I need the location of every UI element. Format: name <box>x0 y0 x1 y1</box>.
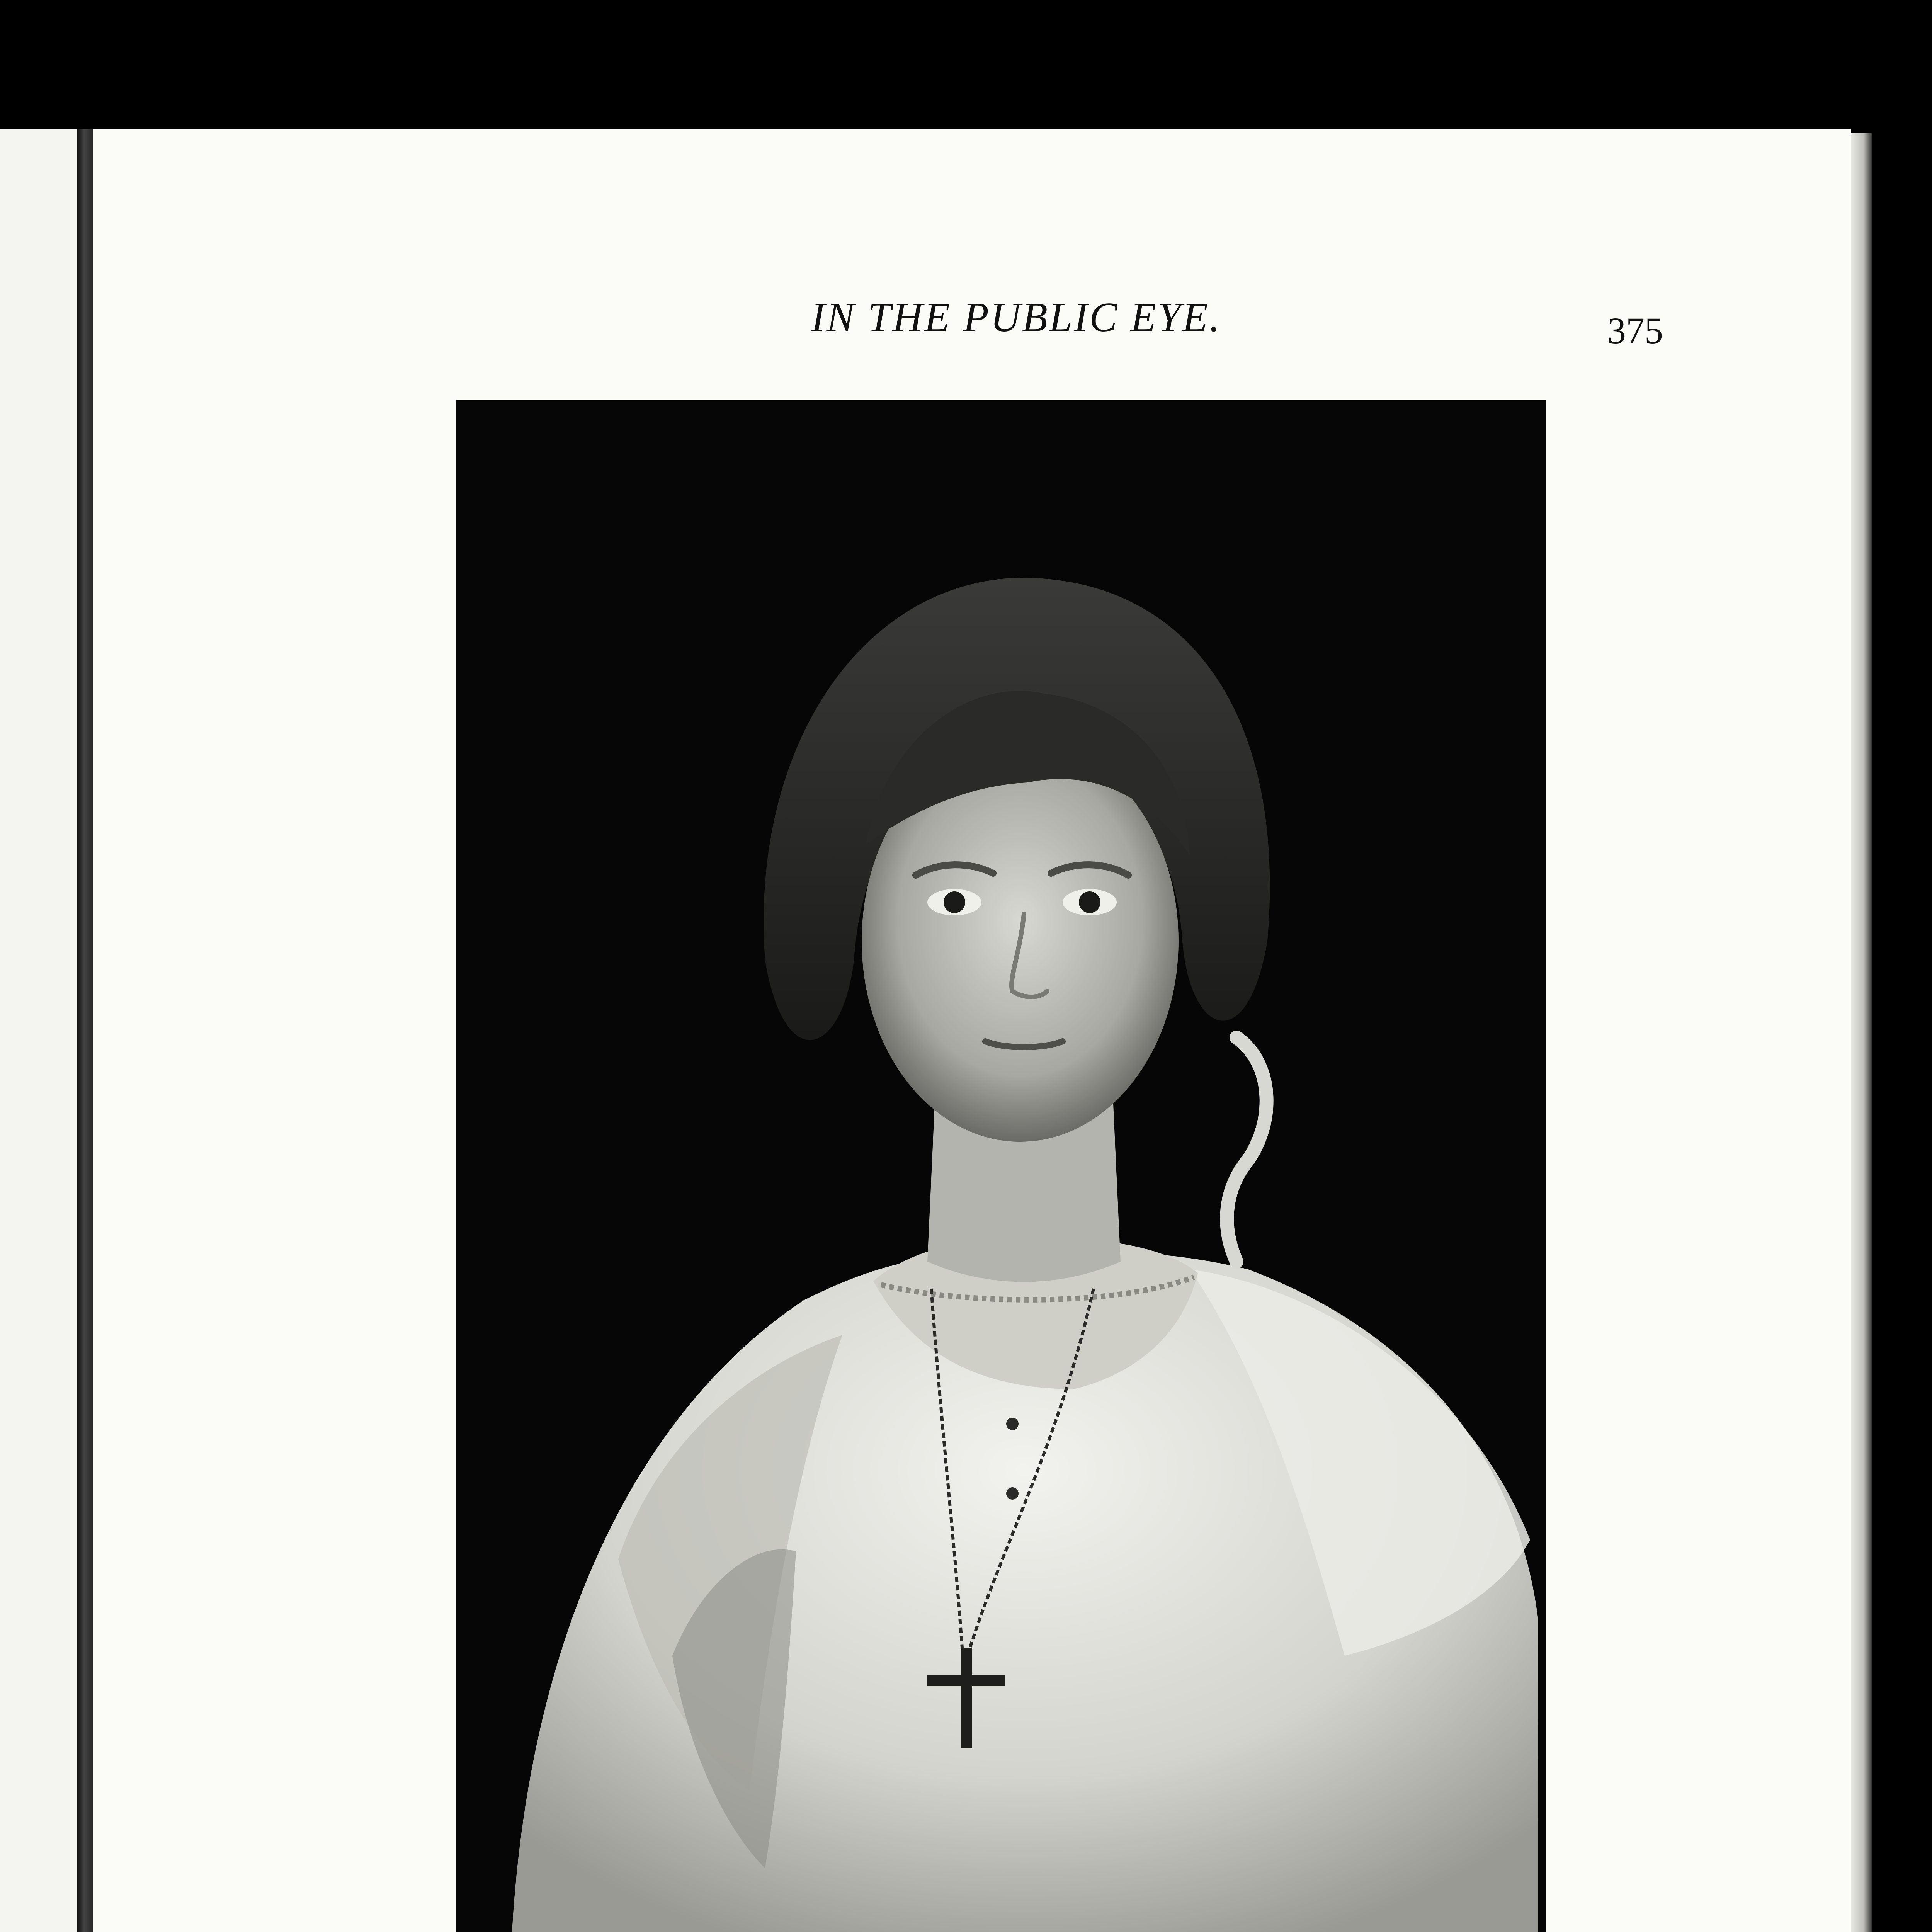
book-gutter <box>77 129 95 1932</box>
previous-page-edge <box>0 129 81 1932</box>
page-number: 375 <box>1607 310 1663 351</box>
portrait-photograph <box>456 400 1546 1932</box>
running-head: IN THE PUBLIC EYE. <box>811 294 1222 340</box>
page-stack-edge <box>1851 133 1872 1932</box>
portrait-illustration <box>456 400 1546 1932</box>
